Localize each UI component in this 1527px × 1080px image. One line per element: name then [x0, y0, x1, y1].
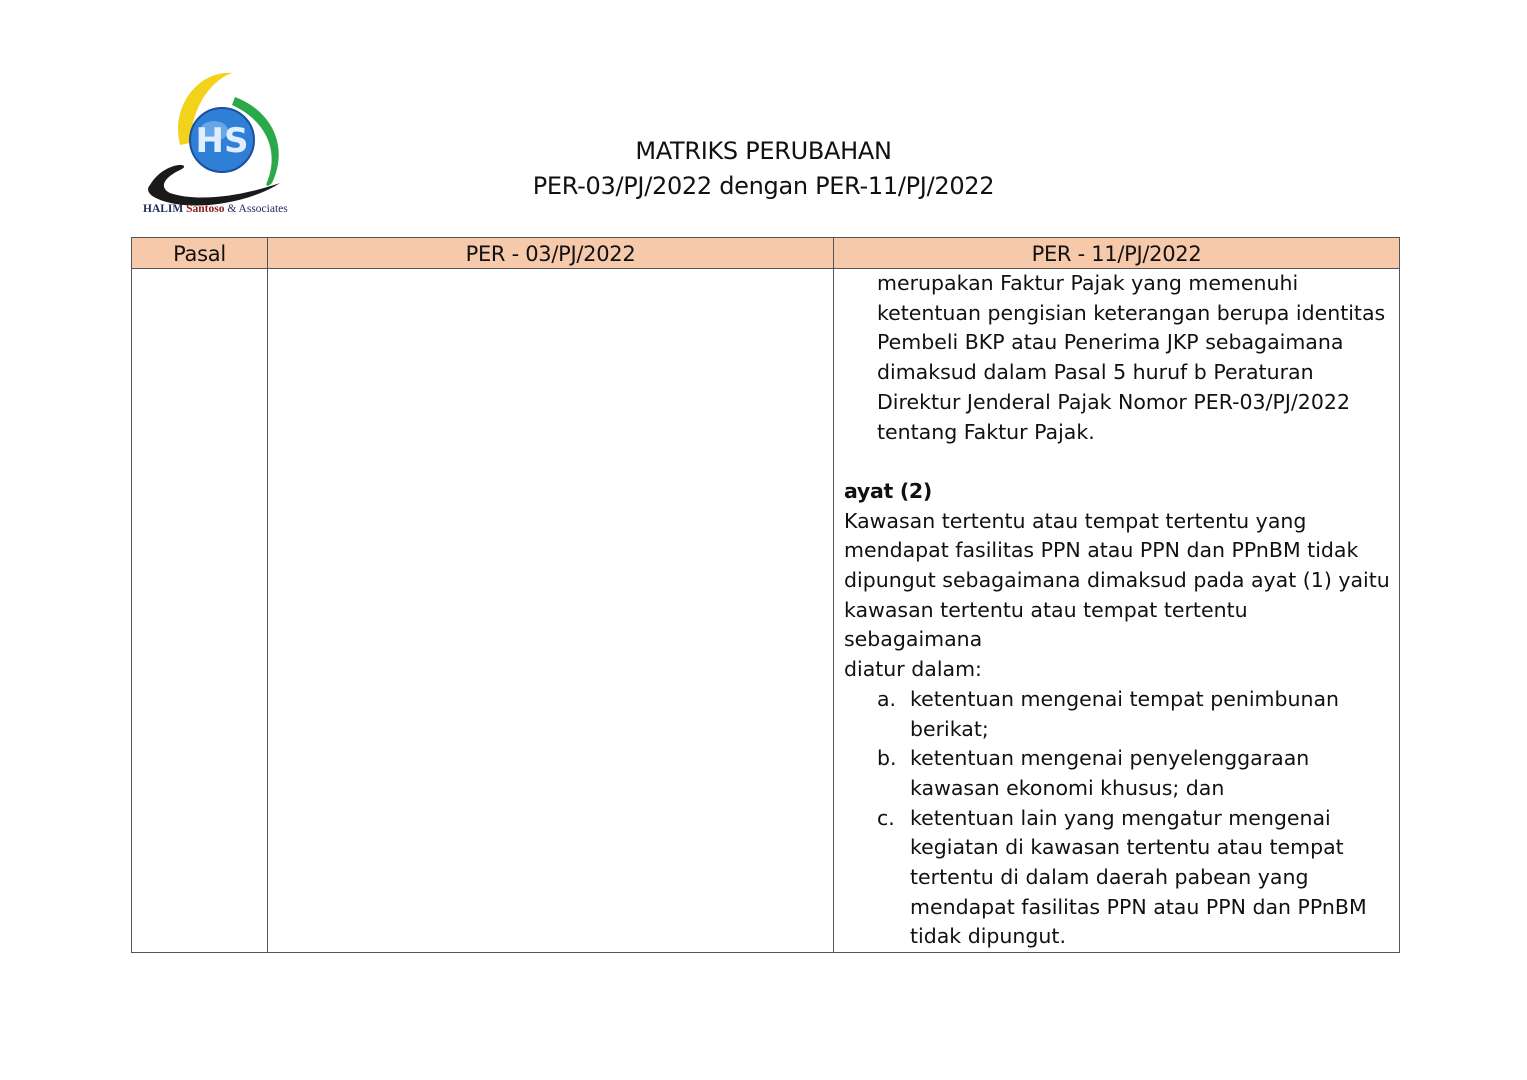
text-line: kegiatan di kawasan tertentu atau tempat [910, 835, 1344, 860]
table-header-row [132, 238, 1400, 269]
list-marker: c. [877, 805, 895, 830]
header-per-03: PER - 03/PJ/2022 [268, 238, 834, 269]
text-line: merupakan Faktur Pajak yang memenuhi [877, 271, 1299, 295]
text-line: diatur dalam: [844, 657, 982, 682]
list-marker: a. [877, 686, 897, 711]
text-line: tertentu di dalam daerah pabean yang [910, 865, 1309, 890]
text-line: berikat; [910, 716, 989, 741]
brand-name-associates: & Associates [227, 203, 288, 215]
ayat-list [844, 685, 1391, 952]
text-line: Kawasan tertentu atau tempat tertentu yang [844, 508, 1307, 533]
list-item [844, 744, 1391, 803]
page-title: MATRIKS PERUBAHAN [635, 137, 892, 165]
text-line: ketentuan pengisian keterangan berupa identitas [877, 300, 1386, 325]
text-line: tidak dipungut. [910, 924, 1066, 949]
brand-name-halim: HALIM [143, 203, 184, 215]
brand-name-santoso: Santoso [186, 203, 225, 215]
text-line: ketentuan mengenai tempat penimbunan [910, 686, 1340, 711]
text-line: tentang Faktur Pajak. [877, 419, 1095, 444]
text-line: mendapat fasilitas PPN atau PPN dan PPnBM [910, 894, 1367, 919]
header-pasal: Pasal [132, 238, 268, 269]
logo-brand-text [143, 203, 288, 215]
ayat-paragraph [844, 507, 1391, 685]
svg-text:HS: HS [195, 121, 249, 161]
header-per-11: PER - 11/PJ/2022 [834, 238, 1400, 269]
cell-per-11 [834, 269, 1400, 953]
text-line: Pembeli BKP atau Penerima JKP sebagaimana [877, 330, 1344, 355]
text-line: dipungut sebagaimana dimaksud pada ayat (1) yaitu [844, 568, 1390, 593]
text-line: kawasan tertentu atau tempat tertentu sebagaimana [844, 597, 1248, 652]
text-line: mendapat fasilitas PPN atau PPN dan PPnBM tidak [844, 538, 1359, 563]
list-item [844, 685, 1391, 744]
table-row [132, 269, 1400, 953]
text-line: ketentuan lain yang mengatur mengenai [910, 805, 1331, 830]
text-line: Direktur Jenderal Pajak Nomor PER-03/PJ/2022 [877, 389, 1350, 414]
cell-per-03 [268, 269, 834, 953]
list-marker: b. [877, 746, 897, 771]
list-item [844, 804, 1391, 953]
text-line: kawasan ekonomi khusus; dan [910, 775, 1225, 800]
text-line: ketentuan mengenai penyelenggaraan [910, 746, 1310, 771]
page-subtitle: PER-03/PJ/2022 dengan PER-11/PJ/2022 [532, 172, 995, 200]
continuation-text [844, 269, 1391, 447]
comparison-table [131, 237, 1400, 953]
cell-pasal [132, 269, 268, 953]
ayat-heading: ayat (2) [844, 478, 932, 503]
text-line: dimaksud dalam Pasal 5 huruf b Peraturan [877, 360, 1314, 385]
